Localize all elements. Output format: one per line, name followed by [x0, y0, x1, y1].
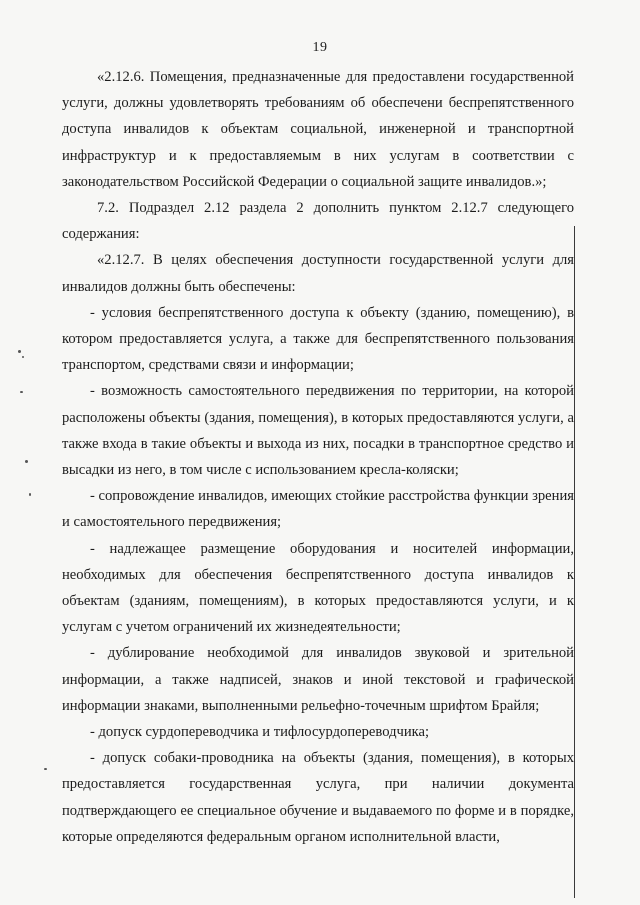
- paragraph-2-12-6: «2.12.6. Помещения, предназначенные для предоставлени государственной услуги, должны удовлетворять требованиям об обеспечени беспрепятственного доступа инвалидов к объектам социальной, инженерной и транспортной инфраструктур и к предоставляемым в них услугам в соответствии с законодательством Российской Федерации о социальной защите инвалидов.»;: [62, 69, 574, 190]
- scan-speck: [25, 460, 28, 463]
- scan-speck: [22, 356, 24, 358]
- scan-speck: [44, 768, 47, 770]
- scan-edge-line: [574, 226, 575, 898]
- document-body: [62, 64, 574, 850]
- list-item-escort: - сопровождение инвалидов, имеющих стойкие расстройства функции зрения и самостоятельного передвижения;: [62, 488, 574, 531]
- paragraph-2-12-7: «2.12.7. В целях обеспечения доступности государственной услуги для инвалидов должны быть обеспечены:: [62, 252, 574, 295]
- scan-speck: [20, 391, 23, 393]
- list-item-info-duplication: - дублирование необходимой для инвалидов звуковой и зрительной информации, а также надписей, знаков и иной текстовой и графической информации знаками, выполненными рельефно-точечным шрифтом Брайля;: [62, 645, 574, 714]
- list-item-independent-movement: - возможность самостоятельного передвижения по территории, на которой расположены объекты (здания, помещения), в которых предоставляются услуги, а также входа в такие объекты и выхода из них, посадки в транспортное средство и высадки из него, в том числе с использованием кресла-коляски;: [62, 383, 574, 479]
- list-item-access-conditions: - условия беспрепятственного доступа к объекту (зданию, помещению), в котором предоставляется услуга, а также для беспрепятственного пользования транспортом, средствами связи и информации;: [62, 304, 574, 374]
- list-item-interpreter-access: - допуск сурдопереводчика и тифлосурдопереводчика;: [90, 724, 430, 741]
- list-item-equipment-placement: - надлежащее размещение оборудования и носителей информации, необходимых для обеспечения беспрепятственного доступа инвалидов к объектам (зданиям, помещениям), в которых предоставляются услуги, и к услугам с учетом ограничений их жизнедеятельности;: [62, 540, 574, 636]
- page-number: 19: [312, 40, 328, 55]
- list-item-guide-dog-access: - допуск собаки-проводника на объекты (здания, помещения), в которых предоставляется государственная услуга, при наличии документа подтверждающего ее специальное обучение и выдаваемого по форме и в порядке, которые определяются федеральным органом исполнительной власти,: [62, 750, 574, 845]
- paragraph-7-2: 7.2. Подраздел 2.12 раздела 2 дополнить пунктом 2.12.7 следующего содержания:: [62, 200, 574, 243]
- scan-speck: [18, 350, 21, 353]
- scan-speck: [29, 493, 31, 496]
